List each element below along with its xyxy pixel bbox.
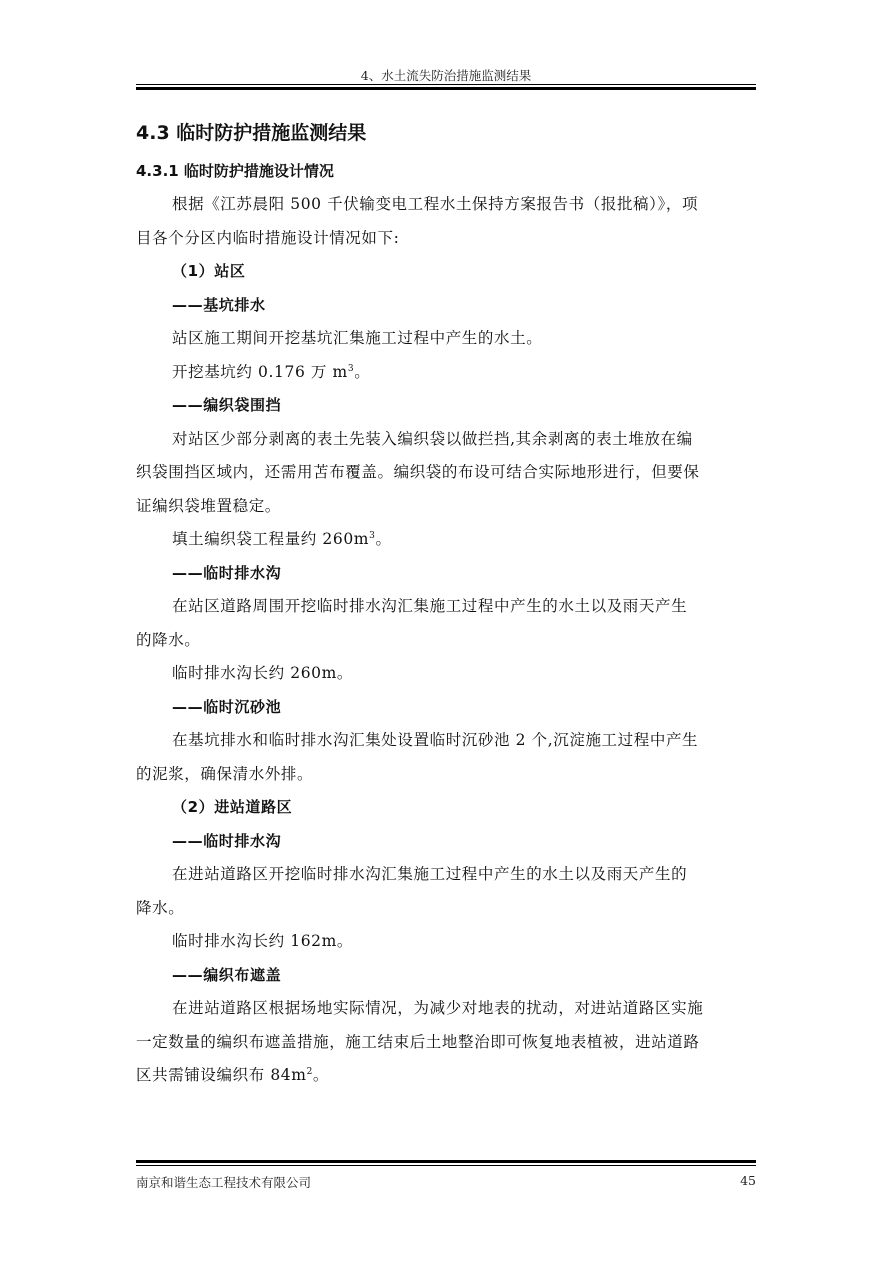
- section-title: 4.3 临时防护措施监测结果: [136, 122, 367, 144]
- sandbag-barrier-line-2: 织袋围挡区域内，还需用苫布覆盖。编织袋的布设可结合实际地形进行，但要保: [136, 463, 700, 481]
- intro-line-1: 根据《江苏晨阳 500 千伏输变电工程水土保持方案报告书（报批稿）》，项: [172, 195, 699, 213]
- footer-rule-thin: [136, 1165, 756, 1166]
- temp-ditch-line-2: 的降水。: [136, 630, 201, 649]
- running-header: 4、水土流失防治措施监测结果: [360, 68, 532, 83]
- foundation-drainage-qty: 开挖基坑约 0.176 万 $m^3$。: [172, 362, 371, 381]
- sediment-basin-line-1: 在基坑排水和临时排水沟汇集处设置临时沉砂池 2 个,沉淀施工过程中产生: [172, 731, 699, 749]
- foundation-drainage-desc: 站区施工期间开挖基坑汇集施工过程中产生的水土。: [172, 329, 543, 347]
- temp-ditch-title: ——临时排水沟: [172, 563, 282, 582]
- cloth-cover-line-3: 区共需铺设编织布 $84m^2$。: [136, 1066, 329, 1084]
- sandbag-barrier-title: ——编织袋围挡: [172, 396, 282, 414]
- road-ditch-title: ——临时排水沟: [172, 831, 282, 850]
- road-ditch-qty: 临时排水沟长约 162m。: [172, 932, 354, 950]
- header-rule-thick: [136, 87, 756, 90]
- road-ditch-line-2: 降水。: [136, 898, 185, 917]
- page-number: 45: [740, 1173, 756, 1188]
- temp-ditch-qty: 临时排水沟长约 260m。: [172, 664, 354, 682]
- sediment-basin-line-2: 的泥浆，确保清水外排。: [136, 764, 314, 783]
- sandbag-barrier-line-3: 证编织袋堆置稳定。: [136, 496, 281, 515]
- cloth-cover-title: ——编织布遮盖: [172, 965, 282, 984]
- page-content: [136, 112, 756, 1093]
- zone2-title: （2）进站道路区: [172, 798, 293, 816]
- temp-ditch-line-1: 在站区道路周围开挖临时排水沟汇集施工过程中产生的水土以及雨天产生: [172, 597, 688, 615]
- footer-company: 南京和谐生态工程技术有限公司: [136, 1175, 312, 1190]
- zone1-title: （1）站区: [172, 262, 246, 280]
- subsection-title: 4.3.1 临时防护措施设计情况: [136, 162, 334, 180]
- footer-rule-thick: [136, 1160, 756, 1163]
- sediment-basin-title: ——临时沉砂池: [172, 697, 282, 716]
- header-rule-thin: [136, 84, 756, 85]
- cloth-cover-line-1: 在进站道路区根据场地实际情况，为减少对地表的扰动，对进站道路区实施: [172, 999, 704, 1017]
- cloth-cover-line-2: 一定数量的编织布遮盖措施，施工结束后土地整治即可恢复地表植被，进站道路: [136, 1032, 700, 1051]
- intro-line-2: 目各个分区内临时措施设计情况如下:: [136, 228, 400, 247]
- road-ditch-line-1: 在进站道路区开挖临时排水沟汇集施工过程中产生的水土以及雨天产生的: [172, 865, 688, 883]
- foundation-drainage-title: ——基坑排水: [172, 295, 266, 314]
- sandbag-barrier-line-1: 对站区少部分剥离的表土先装入编织袋以做拦挡,其余剥离的表土堆放在编: [172, 429, 693, 448]
- sandbag-barrier-qty: 填土编织袋工程量约 $260m^3$。: [172, 530, 392, 548]
